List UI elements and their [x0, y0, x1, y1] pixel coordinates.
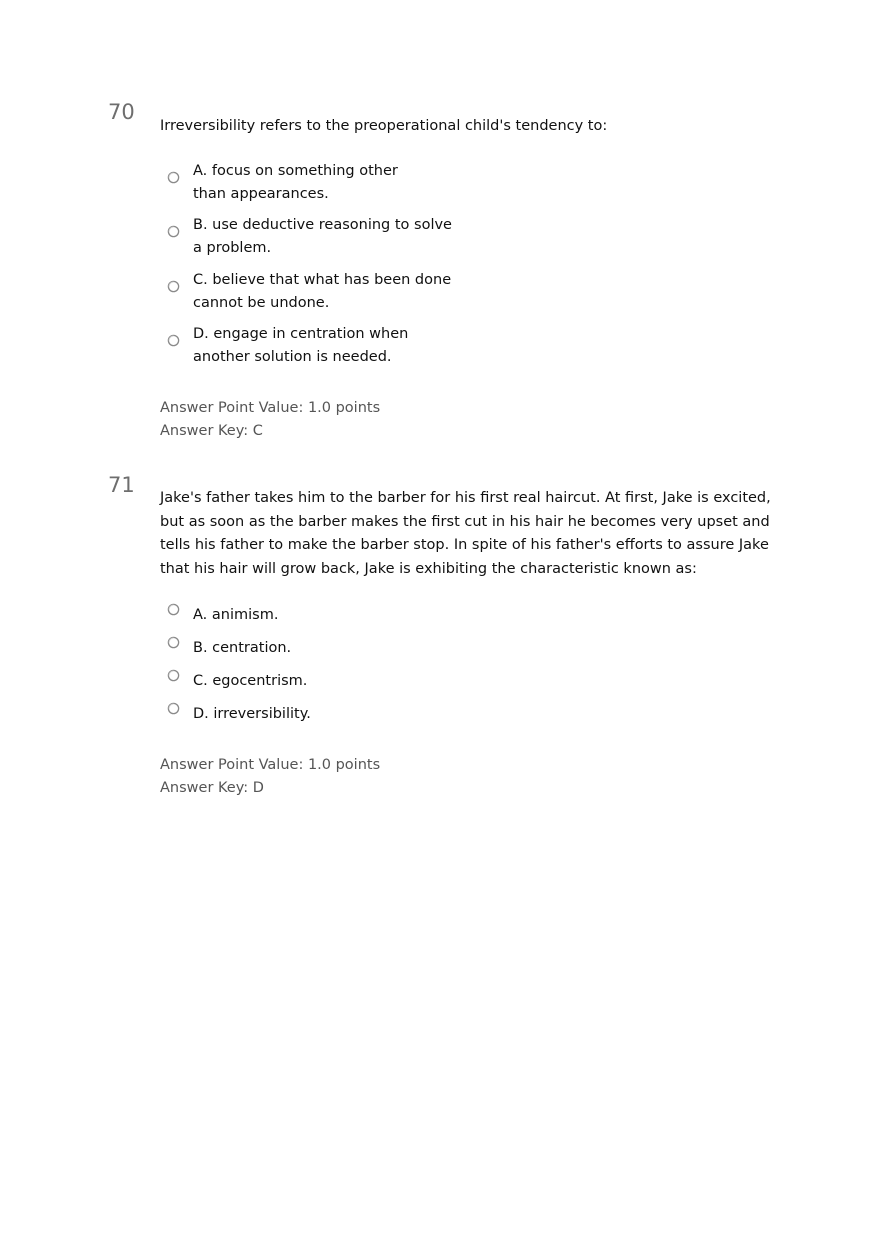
option-label: D. engage in centration when another solution is needed.	[193, 326, 409, 365]
option-label: D. irreversibility.	[193, 706, 311, 722]
answer-point-value: Answer Point Value: 1.0 points	[160, 757, 381, 773]
question-text: Irreversibility refers to the preoperational child's tendency to:	[160, 118, 608, 134]
answer-point-value: Answer Point Value: 1.0 points	[160, 400, 381, 416]
answer-key: Answer Key: C	[160, 423, 263, 439]
option-label: C. egocentrism.	[193, 673, 308, 689]
question-number: 71	[108, 473, 135, 497]
option-label: C. believe that what has been done cannot be undone.	[193, 272, 452, 311]
radio-button-icon[interactable]	[167, 280, 180, 293]
option-label: A. focus on something other than appearances.	[193, 163, 398, 202]
radio-button-icon[interactable]	[167, 171, 180, 184]
radio-button-icon[interactable]	[167, 702, 180, 715]
question-number: 70	[108, 100, 135, 124]
answer-key: Answer Key: D	[160, 780, 264, 796]
radio-button-icon[interactable]	[167, 334, 180, 347]
option-label: B. use deductive reasoning to solve a problem.	[193, 217, 452, 256]
option-label: A. animism.	[193, 607, 279, 623]
option-label: B. centration.	[193, 640, 292, 656]
question-text: Jake's father takes him to the barber for his first real haircut. At first, Jake is excited, but as soon as the barber makes the first cut in his hair he becomes very upset and tells his father to make the barber stop. In spite of his father's efforts to assure Jake that his hair will grow back, Jake is exhibiting the characteristic known as:	[160, 490, 771, 577]
radio-button-icon[interactable]	[167, 636, 180, 649]
radio-button-icon[interactable]	[167, 603, 180, 616]
radio-button-icon[interactable]	[167, 225, 180, 238]
radio-button-icon[interactable]	[167, 669, 180, 682]
